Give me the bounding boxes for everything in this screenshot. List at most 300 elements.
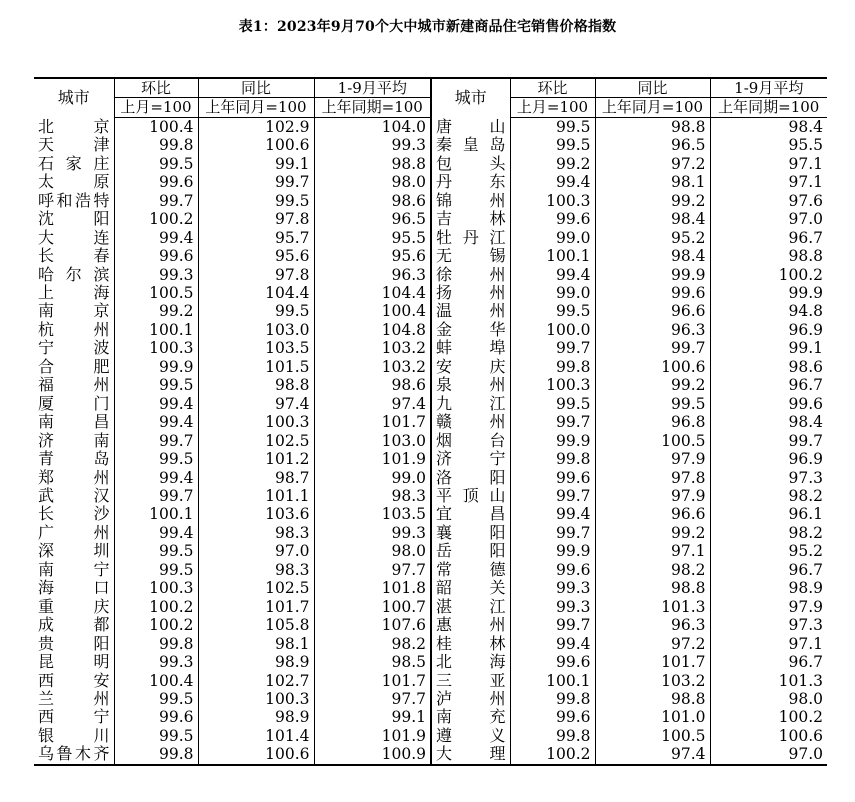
table-row <box>34 229 827 247</box>
mom-value-left: 99.6 <box>114 708 198 726</box>
yoy-value-left: 99.7 <box>198 173 314 191</box>
city-name-left: 银川 <box>38 726 110 745</box>
avg-value-left: 96.3 <box>314 266 431 284</box>
mom-value-left: 99.8 <box>114 136 198 154</box>
city-name-right: 大理 <box>431 745 510 764</box>
city-name-right: 无锡 <box>431 247 510 265</box>
avg-value-left: 98.2 <box>314 635 431 653</box>
yoy-value-left: 97.0 <box>198 542 314 560</box>
city-name-right: 秦皇岛 <box>431 136 510 154</box>
mom-value-right: 100.3 <box>510 376 595 394</box>
city-name-right: 金华 <box>431 321 510 339</box>
mom-value-left: 99.4 <box>114 469 198 487</box>
header-mom-base-left: 上月=100 <box>114 98 198 117</box>
yoy-value-left: 99.5 <box>198 302 314 320</box>
yoy-value-left: 97.8 <box>198 266 314 284</box>
city-name-left: 长沙 <box>38 505 110 524</box>
avg-value-left: 98.3 <box>314 487 431 505</box>
avg-value-right: 95.5 <box>710 136 827 154</box>
avg-value-right: 98.0 <box>710 690 827 708</box>
table-row <box>34 561 827 579</box>
city-name-left: 海口 <box>38 579 110 598</box>
city-name-left: 宁波 <box>38 339 110 358</box>
city-name-left: 昆明 <box>38 653 110 672</box>
city-name-right: 常德 <box>431 561 510 579</box>
mom-value-left: 99.3 <box>114 266 198 284</box>
table-row <box>34 727 827 745</box>
avg-value-right: 96.7 <box>710 653 827 671</box>
avg-value-right: 96.1 <box>710 505 827 523</box>
table-row <box>34 413 827 431</box>
yoy-value-right: 101.0 <box>595 708 710 726</box>
avg-value-right: 99.6 <box>710 395 827 413</box>
yoy-value-left: 100.3 <box>198 413 314 431</box>
mom-value-left: 99.5 <box>114 450 198 468</box>
city-name-right: 宜昌 <box>431 505 510 523</box>
table-row <box>34 284 827 302</box>
yoy-value-left: 100.6 <box>198 136 314 154</box>
city-name-right: 襄阳 <box>431 524 510 542</box>
mom-value-right: 99.6 <box>510 708 595 726</box>
avg-value-right: 96.9 <box>710 321 827 339</box>
table-row <box>34 155 827 173</box>
city-name-left: 上海 <box>38 283 110 302</box>
mom-value-left: 99.8 <box>114 745 198 764</box>
city-name-right: 三亚 <box>431 672 510 690</box>
city-name-left: 大连 <box>38 228 110 247</box>
mom-value-right: 99.7 <box>510 524 595 542</box>
city-name-left: 兰州 <box>38 689 110 708</box>
mom-value-left: 99.8 <box>114 635 198 653</box>
yoy-value-right: 99.2 <box>595 192 710 210</box>
mom-value-right: 99.7 <box>510 487 595 505</box>
mom-value-left: 100.4 <box>114 117 198 136</box>
mom-value-left: 99.5 <box>114 376 198 394</box>
avg-value-right: 97.6 <box>710 192 827 210</box>
mom-value-left: 99.5 <box>114 690 198 708</box>
table-row <box>34 708 827 726</box>
yoy-value-left: 101.7 <box>198 598 314 616</box>
mom-value-left: 100.1 <box>114 505 198 523</box>
avg-value-right: 97.1 <box>710 155 827 173</box>
mom-value-right: 99.9 <box>510 432 595 450</box>
yoy-value-right: 98.8 <box>595 579 710 597</box>
mom-value-left: 99.4 <box>114 413 198 431</box>
mom-value-left: 99.7 <box>114 192 198 210</box>
mom-value-right: 99.7 <box>510 413 595 431</box>
city-name-right: 韶关 <box>431 579 510 597</box>
avg-value-right: 98.2 <box>710 487 827 505</box>
city-name-right: 北海 <box>431 653 510 671</box>
city-name-right: 洛阳 <box>431 469 510 487</box>
city-name-right: 丹东 <box>431 173 510 191</box>
avg-value-left: 95.6 <box>314 247 431 265</box>
avg-value-right: 98.9 <box>710 579 827 597</box>
mom-value-left: 99.5 <box>114 561 198 579</box>
yoy-value-left: 98.9 <box>198 708 314 726</box>
mom-value-left: 99.3 <box>114 653 198 671</box>
avg-value-right: 100.6 <box>710 727 827 745</box>
avg-value-left: 97.4 <box>314 395 431 413</box>
yoy-value-right: 99.7 <box>595 339 710 357</box>
header-avg-base-right: 上年同期=100 <box>710 98 827 117</box>
avg-value-left: 104.4 <box>314 284 431 302</box>
table-row <box>34 690 827 708</box>
mom-value-left: 100.5 <box>114 284 198 302</box>
city-name-left: 成都 <box>38 616 110 635</box>
avg-value-left: 107.6 <box>314 616 431 634</box>
mom-value-left: 99.4 <box>114 229 198 247</box>
avg-value-left: 101.7 <box>314 413 431 431</box>
city-name-left: 太原 <box>38 173 110 192</box>
city-name-right: 温州 <box>431 302 510 320</box>
city-name-left: 重庆 <box>38 597 110 616</box>
mom-value-right: 100.3 <box>510 192 595 210</box>
table-row <box>34 672 827 690</box>
avg-value-left: 98.6 <box>314 192 431 210</box>
table-row <box>34 266 827 284</box>
table-row <box>34 247 827 265</box>
yoy-value-right: 98.4 <box>595 247 710 265</box>
city-name-left: 青岛 <box>38 450 110 469</box>
avg-value-right: 95.2 <box>710 542 827 560</box>
city-name-left: 广州 <box>38 523 110 542</box>
city-name-left: 福州 <box>38 376 110 395</box>
avg-value-right: 97.0 <box>710 210 827 228</box>
header-mom-base-right: 上月=100 <box>510 98 595 117</box>
avg-value-left: 99.3 <box>314 524 431 542</box>
avg-value-right: 98.2 <box>710 524 827 542</box>
yoy-value-left: 95.7 <box>198 229 314 247</box>
yoy-value-right: 95.2 <box>595 229 710 247</box>
yoy-value-right: 100.5 <box>595 727 710 745</box>
yoy-value-right: 97.4 <box>595 745 710 764</box>
yoy-value-right: 99.2 <box>595 376 710 394</box>
yoy-value-right: 100.5 <box>595 432 710 450</box>
avg-value-left: 98.5 <box>314 653 431 671</box>
city-name-right: 徐州 <box>431 266 510 284</box>
avg-value-right: 97.3 <box>710 616 827 634</box>
table-row <box>34 450 827 468</box>
avg-value-left: 96.5 <box>314 210 431 228</box>
yoy-value-right: 96.3 <box>595 616 710 634</box>
city-name-left: 合肥 <box>38 357 110 376</box>
yoy-value-right: 98.2 <box>595 561 710 579</box>
mom-value-right: 99.7 <box>510 616 595 634</box>
city-name-right: 唐山 <box>431 117 510 136</box>
table-row <box>34 136 827 154</box>
yoy-value-left: 99.1 <box>198 155 314 173</box>
city-name-left: 沈阳 <box>38 210 110 229</box>
table-row <box>34 653 827 671</box>
mom-value-right: 100.2 <box>510 745 595 764</box>
yoy-value-left: 101.1 <box>198 487 314 505</box>
avg-value-right: 100.2 <box>710 708 827 726</box>
avg-value-left: 103.2 <box>314 358 431 376</box>
yoy-value-right: 96.6 <box>595 302 710 320</box>
header-yoy-base-left: 上年同月=100 <box>198 98 314 117</box>
header-yoy-base-right: 上年同月=100 <box>595 98 710 117</box>
avg-value-right: 96.7 <box>710 561 827 579</box>
table-row <box>34 321 827 339</box>
city-name-left: 石家庄 <box>38 154 110 173</box>
city-name-left: 天津 <box>38 136 110 155</box>
table-row <box>34 395 827 413</box>
city-name-right: 包头 <box>431 155 510 173</box>
mom-value-right: 99.0 <box>510 229 595 247</box>
yoy-value-left: 97.8 <box>198 210 314 228</box>
mom-value-right: 99.5 <box>510 117 595 136</box>
yoy-value-right: 103.2 <box>595 672 710 690</box>
avg-value-left: 99.3 <box>314 136 431 154</box>
avg-value-right: 97.0 <box>710 745 827 764</box>
mom-value-right: 100.1 <box>510 672 595 690</box>
city-name-right: 南充 <box>431 708 510 726</box>
yoy-value-right: 96.8 <box>595 413 710 431</box>
avg-value-left: 101.8 <box>314 579 431 597</box>
header-city-left: 城市 <box>34 78 114 117</box>
yoy-value-left: 97.4 <box>198 395 314 413</box>
avg-value-left: 103.0 <box>314 432 431 450</box>
avg-value-left: 97.7 <box>314 561 431 579</box>
city-name-right: 平顶山 <box>431 487 510 505</box>
table-row <box>34 635 827 653</box>
yoy-value-right: 97.2 <box>595 635 710 653</box>
mom-value-left: 99.5 <box>114 155 198 173</box>
avg-value-right: 98.8 <box>710 247 827 265</box>
avg-value-left: 100.4 <box>314 302 431 320</box>
yoy-value-right: 96.5 <box>595 136 710 154</box>
avg-value-left: 104.0 <box>314 117 431 136</box>
yoy-value-left: 104.4 <box>198 284 314 302</box>
city-name-left: 南宁 <box>38 560 110 579</box>
avg-value-left: 101.9 <box>314 450 431 468</box>
city-name-left: 济南 <box>38 431 110 450</box>
avg-value-right: 99.7 <box>710 432 827 450</box>
table-row <box>34 579 827 597</box>
table-row <box>34 598 827 616</box>
yoy-value-left: 101.4 <box>198 727 314 745</box>
yoy-value-left: 102.9 <box>198 117 314 136</box>
table-body <box>34 117 827 764</box>
table-row <box>34 210 827 228</box>
yoy-value-left: 101.2 <box>198 450 314 468</box>
mom-value-left: 99.5 <box>114 727 198 745</box>
table-row <box>34 376 827 394</box>
city-name-left: 西宁 <box>38 708 110 727</box>
avg-value-right: 96.9 <box>710 450 827 468</box>
yoy-value-right: 97.9 <box>595 487 710 505</box>
avg-value-left: 98.8 <box>314 155 431 173</box>
city-name-left: 南昌 <box>38 413 110 432</box>
yoy-value-left: 103.0 <box>198 321 314 339</box>
mom-value-left: 99.6 <box>114 173 198 191</box>
city-name-right: 泸州 <box>431 690 510 708</box>
header-avg-base-left: 上年同期=100 <box>314 98 431 117</box>
header-mom-right: 环比 <box>510 78 595 98</box>
avg-value-left: 98.6 <box>314 376 431 394</box>
table-row <box>34 192 827 210</box>
city-name-right: 岳阳 <box>431 542 510 560</box>
mom-value-right: 99.4 <box>510 505 595 523</box>
avg-value-left: 97.7 <box>314 690 431 708</box>
table-row <box>34 358 827 376</box>
avg-value-right: 96.7 <box>710 376 827 394</box>
mom-value-left: 99.5 <box>114 542 198 560</box>
table-row <box>34 339 827 357</box>
avg-value-left: 98.0 <box>314 173 431 191</box>
yoy-value-left: 98.3 <box>198 524 314 542</box>
mom-value-left: 100.2 <box>114 598 198 616</box>
yoy-value-right: 97.9 <box>595 450 710 468</box>
avg-value-right: 100.2 <box>710 266 827 284</box>
mom-value-right: 99.4 <box>510 266 595 284</box>
mom-value-left: 100.2 <box>114 210 198 228</box>
table-row <box>34 505 827 523</box>
table-row <box>34 469 827 487</box>
mom-value-right: 99.8 <box>510 727 595 745</box>
yoy-value-right: 99.9 <box>595 266 710 284</box>
yoy-value-left: 100.3 <box>198 690 314 708</box>
mom-value-right: 99.4 <box>510 173 595 191</box>
mom-value-right: 99.6 <box>510 210 595 228</box>
avg-value-right: 99.1 <box>710 339 827 357</box>
table-title: 表1：2023年9月70个大中城市新建商品住宅销售价格指数 <box>238 19 617 35</box>
mom-value-left: 99.6 <box>114 247 198 265</box>
header-yoy-left: 同比 <box>198 78 314 98</box>
avg-value-left: 104.8 <box>314 321 431 339</box>
header-avg-left: 1-9月平均 <box>314 78 431 98</box>
city-name-left: 贵阳 <box>38 634 110 653</box>
mom-value-right: 99.0 <box>510 284 595 302</box>
table-row <box>34 745 827 764</box>
avg-value-left: 101.7 <box>314 672 431 690</box>
mom-value-right: 100.1 <box>510 247 595 265</box>
table-header <box>34 78 827 117</box>
mom-value-left: 99.9 <box>114 358 198 376</box>
yoy-value-left: 102.5 <box>198 432 314 450</box>
avg-value-right: 97.1 <box>710 173 827 191</box>
yoy-value-left: 102.5 <box>198 579 314 597</box>
avg-value-right: 98.4 <box>710 413 827 431</box>
city-name-left: 武汉 <box>38 486 110 505</box>
city-name-right: 扬州 <box>431 284 510 302</box>
avg-value-right: 98.4 <box>710 117 827 136</box>
avg-value-left: 99.0 <box>314 469 431 487</box>
yoy-value-left: 95.6 <box>198 247 314 265</box>
avg-value-right: 97.9 <box>710 598 827 616</box>
city-name-right: 牡丹江 <box>431 229 510 247</box>
yoy-value-left: 100.6 <box>198 745 314 764</box>
mom-value-left: 99.4 <box>114 524 198 542</box>
city-name-left: 哈尔滨 <box>38 265 110 284</box>
yoy-value-left: 98.9 <box>198 653 314 671</box>
mom-value-left: 99.2 <box>114 302 198 320</box>
yoy-value-left: 103.6 <box>198 505 314 523</box>
yoy-value-left: 98.7 <box>198 469 314 487</box>
table-row <box>34 173 827 191</box>
city-name-right: 九江 <box>431 395 510 413</box>
yoy-value-left: 101.5 <box>198 358 314 376</box>
table-row <box>34 432 827 450</box>
yoy-value-right: 100.6 <box>595 358 710 376</box>
city-name-left: 深圳 <box>38 542 110 561</box>
yoy-value-right: 96.3 <box>595 321 710 339</box>
avg-value-right: 97.1 <box>710 635 827 653</box>
mom-value-right: 99.8 <box>510 690 595 708</box>
yoy-value-left: 99.5 <box>198 192 314 210</box>
header-yoy-right: 同比 <box>595 78 710 98</box>
yoy-value-right: 96.6 <box>595 505 710 523</box>
yoy-value-right: 101.7 <box>595 653 710 671</box>
avg-value-right: 101.3 <box>710 672 827 690</box>
table-row <box>34 542 827 560</box>
mom-value-left: 100.1 <box>114 321 198 339</box>
avg-value-left: 100.9 <box>314 745 431 764</box>
header-mom-left: 环比 <box>114 78 198 98</box>
mom-value-right: 100.0 <box>510 321 595 339</box>
yoy-value-left: 98.3 <box>198 561 314 579</box>
avg-value-right: 98.6 <box>710 358 827 376</box>
avg-value-left: 99.1 <box>314 708 431 726</box>
city-name-left: 西安 <box>38 671 110 690</box>
city-name-left: 呼和浩特 <box>38 191 110 210</box>
city-name-left: 长春 <box>38 247 110 266</box>
table-row <box>34 524 827 542</box>
table-row <box>34 117 827 136</box>
mom-value-left: 100.4 <box>114 672 198 690</box>
yoy-value-left: 105.8 <box>198 616 314 634</box>
mom-value-right: 99.5 <box>510 302 595 320</box>
yoy-value-right: 99.5 <box>595 395 710 413</box>
table-row <box>34 616 827 634</box>
city-name-right: 烟台 <box>431 432 510 450</box>
yoy-value-right: 97.8 <box>595 469 710 487</box>
mom-value-right: 99.2 <box>510 155 595 173</box>
mom-value-left: 100.2 <box>114 616 198 634</box>
city-name-right: 桂林 <box>431 635 510 653</box>
city-name-right: 赣州 <box>431 413 510 431</box>
city-name-left: 厦门 <box>38 394 110 413</box>
mom-value-right: 99.9 <box>510 542 595 560</box>
yoy-value-left: 98.8 <box>198 376 314 394</box>
city-name-left: 北京 <box>38 117 110 136</box>
city-name-right: 吉林 <box>431 210 510 228</box>
mom-value-left: 100.3 <box>114 579 198 597</box>
mom-value-left: 99.7 <box>114 432 198 450</box>
city-name-right: 锦州 <box>431 192 510 210</box>
city-name-left: 南京 <box>38 302 110 321</box>
mom-value-left: 100.3 <box>114 339 198 357</box>
mom-value-right: 99.6 <box>510 469 595 487</box>
city-name-right: 安庆 <box>431 358 510 376</box>
city-name-right: 泉州 <box>431 376 510 394</box>
city-name-right: 遵义 <box>431 727 510 745</box>
avg-value-left: 95.5 <box>314 229 431 247</box>
mom-value-right: 99.3 <box>510 579 595 597</box>
mom-value-right: 99.3 <box>510 598 595 616</box>
yoy-value-right: 98.4 <box>595 210 710 228</box>
header-city-right: 城市 <box>431 78 510 117</box>
city-name-right: 蚌埠 <box>431 339 510 357</box>
header-avg-right: 1-9月平均 <box>710 78 827 98</box>
avg-value-right: 96.7 <box>710 229 827 247</box>
avg-value-left: 103.5 <box>314 505 431 523</box>
avg-value-left: 103.2 <box>314 339 431 357</box>
mom-value-right: 99.7 <box>510 339 595 357</box>
mom-value-right: 99.6 <box>510 561 595 579</box>
mom-value-right: 99.8 <box>510 358 595 376</box>
